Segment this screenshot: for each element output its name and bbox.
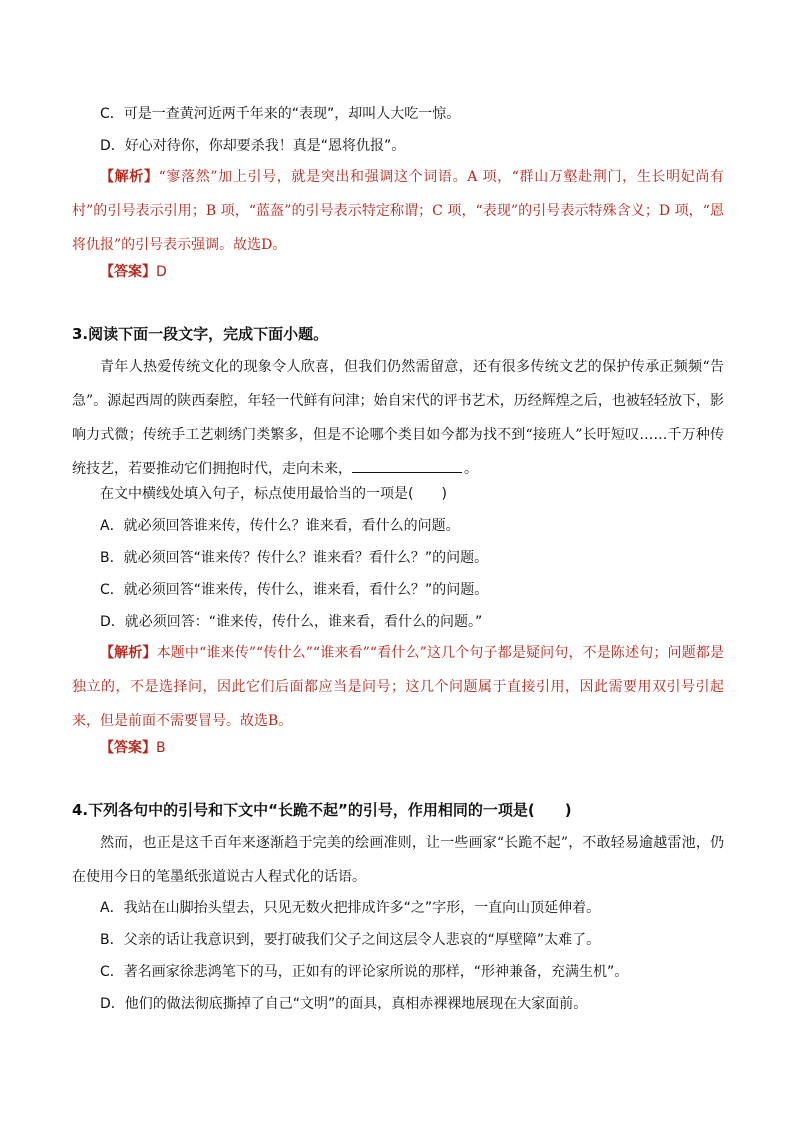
q3-passage [72,350,724,486]
q4-title: 4.下列各句中的引号和下文中“长跪不起”的引号，作用相同的一项是( ) [72,801,572,819]
q2-answer [100,262,167,282]
passage-text: 然而，也正是这千百年来逐渐趋于完美的绘画准则，让一些画家“长跪不起”，不敢轻易逾越雷池，仍在使用今日的笔墨纸张道说古人程式化的话语。 [72,835,724,885]
q3-title: 3.阅读下面一段文字，完成下面小题。 [72,325,329,343]
q3-option-d: D．就必须回答：“谁来传，传什么，谁来看，看什么的问题。” [100,614,483,630]
q2-analysis [72,160,724,262]
q3-option-a: A．就必须回答谁来传，传什么？谁来看，看什么的问题。 [100,518,460,534]
q4-option-c: C．著名画家徐悲鸿笔下的马，正如有的评论家所说的那样，“形神兼备，充满生机”。 [100,964,629,980]
analysis-label: 【解析】 [100,169,159,185]
passage-end: 。 [464,461,478,477]
answer-value: D [156,264,167,280]
q3-analysis [72,636,724,738]
passage-text: 青年人热爱传统文化的现象令人欣喜，但我们仍然需留意，还有很多传统文艺的保护传承正频频“告急”。源起西周的陕西秦腔，年轻一代鲜有问津；始自宋代的评书艺术，历经辉煌之后，也被轻轻放下，影响力式微；传统手工艺刺绣门类繁多，但是不论哪个类目如今都为找不到“接班人”长吁短叹……千万种传统技艺，若要推动它们拥抱时代，走向未来， [72,359,724,477]
analysis-text: “寥落然”加上引号，就是突出和强调这个词语。A 项，“群山万壑赴荆门，生长明妃尚有村”的引号表示引用；B 项，“蓝盔”的引号表示特定称谓；C 项，“表现”的引号表示特殊含义；D 项，“恩将仇报”的引号表示强调。故选D。 [72,169,725,253]
q4-option-b: B．父亲的话让我意识到，要打破我们父子之间这层令人悲哀的“厚壁障”太难了。 [100,932,601,948]
q3-option-c: C．就必须回答“谁来传，传什么，谁来看，看什么？”的问题。 [100,582,489,598]
q4-option-a: A．我站在山脚抬头望去，只见无数火把排成许多“之”字形，一直向山顶延伸着。 [100,900,601,916]
q4-passage [72,826,724,894]
answer-label: 【答案】 [100,740,156,756]
q3-option-b: B．就必须回答“谁来传？传什么？谁来看？看什么？”的问题。 [100,550,489,566]
q2-option-d: D．好心对待你，你却要杀我！真是“恩将仇报”。 [100,138,406,154]
answer-label: 【答案】 [100,264,156,280]
q2-option-c: C．可是一查黄河近两千年来的“表现”，却叫人大吃一惊。 [100,106,461,122]
analysis-label: 【解析】 [100,645,157,661]
q4-option-d: D．他们的做法彻底撕掉了自己“文明”的面具，真相赤裸裸地展现在大家面前。 [100,996,588,1012]
q3-prompt: 在文中横线处填入句子，标点使用最恰当的一项是( ) [100,486,447,502]
fill-blank [352,458,462,473]
q3-answer [100,738,166,758]
answer-value: B [156,740,166,756]
analysis-text: 本题中“谁来传”“传什么”“谁来看”“看什么”这几个句子都是疑问句，不是陈述句；问题都是独立的，不是选择问，因此它们后面都应当是问号；这几个问题属于直接引用，因此需要用双引号引起来，但是前面不需要冒号。故选B。 [72,645,725,729]
